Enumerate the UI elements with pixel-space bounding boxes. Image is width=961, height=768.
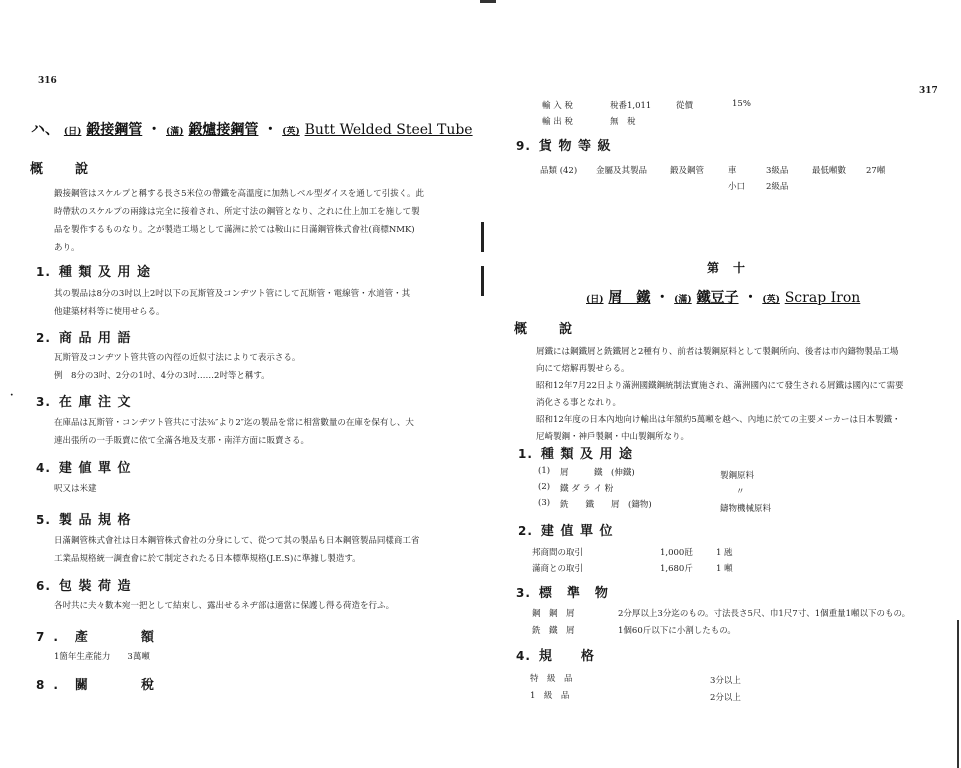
section-number: 2. <box>36 331 51 345</box>
text-line: 其の製品は8分の3吋以上2吋以下の瓦斯管及コンヂツト管にして瓦斯管・電線管・水道管・其 <box>54 289 411 299</box>
text-line: 呎又は米建 <box>54 484 97 494</box>
section-heading <box>36 391 132 410</box>
type-use: 製鋼原料 <box>720 471 755 481</box>
title-japanese: 屑 鐵 <box>608 290 651 306</box>
title-separator: ・ <box>147 122 162 138</box>
tariff-label: 輸 出 稅 <box>542 117 573 127</box>
freight-grade: 3級品 <box>766 166 789 176</box>
section-number: 7. <box>36 630 67 644</box>
section-heading <box>516 645 595 664</box>
section-text <box>54 414 464 450</box>
text-line: 消化さる事となれり。 <box>536 398 622 408</box>
tariff-label: 輸 入 稅 <box>542 101 573 111</box>
price-unit: 1 噸 <box>716 564 733 574</box>
page-number: 316 <box>38 76 57 86</box>
title-manchu: 鐵豆子 <box>696 290 739 306</box>
overview-heading: 概 說 <box>30 162 91 177</box>
text-line: あり。 <box>54 243 80 253</box>
lang-tag-manchu: (滿) <box>166 127 184 137</box>
freight-min-label: 最低噸數 <box>812 166 847 176</box>
text-line: 在庫品は瓦斯管・コンヂツト管共に寸法⅜″より2″迄の製品を常に相當數量の在庫を保有し、大 <box>54 418 414 428</box>
lang-tag-english: (英) <box>762 295 780 305</box>
price-quantity: 1,000瓩 <box>660 548 693 558</box>
section-title: 在 庫 注 文 <box>58 395 132 410</box>
section-heading <box>36 575 132 594</box>
chapter-title <box>586 287 860 307</box>
right-page <box>484 0 961 768</box>
section-text <box>54 349 464 385</box>
type-index: (1) <box>538 466 551 476</box>
freight-mode: 小口 <box>728 182 746 192</box>
scan-edge <box>480 0 496 3</box>
type-use: 〃 <box>736 487 745 497</box>
section-text <box>54 480 464 498</box>
section-text <box>54 285 464 321</box>
text-line: 昭和12年7月22日より滿洲國鐵鋼統制法實施され、滿洲國內にて發生される屑鐵は國內にて需要 <box>536 381 904 391</box>
scan-edge <box>957 620 959 768</box>
type-use: 鑄物機械原料 <box>720 504 772 514</box>
lang-tag-japanese: (日) <box>63 127 82 137</box>
grade-spec: 2分以上 <box>710 693 741 703</box>
text-line: 時帶狀のスケルプの兩緣は完全に接着され、所定寸法の鋼管となり、之れに仕上加工を施して製 <box>54 207 420 217</box>
section-heading <box>36 626 163 645</box>
grade-name: 特 級 品 <box>530 674 573 684</box>
chapter-title <box>31 119 473 139</box>
title-prefix: ハ、 <box>31 122 59 138</box>
text-line: 各吋共に夫々數本宛一把として結束し、露出せるネヂ部は適當に保護し得る荷造を行ふ。 <box>54 601 395 611</box>
section-number: 2. <box>518 524 533 538</box>
text-line: 1箇年生產能力 3萬噸 <box>54 652 150 662</box>
section-title: 關 稅 <box>74 678 163 693</box>
freight-category: 品類 (42) <box>540 166 578 176</box>
standard-item: 銑 鐵 屑 <box>532 626 575 636</box>
section-heading <box>516 582 609 601</box>
section-heading <box>36 457 132 476</box>
text-line: 日滿鋼管株式會社は日本鋼管株式會社の分身にして、從つて其の製品も日本鋼管製品同樣商工省 <box>54 536 420 546</box>
title-separator: ・ <box>263 122 278 138</box>
freight-grade: 2級品 <box>766 182 789 192</box>
title-english: Butt Welded Steel Tube <box>304 122 473 138</box>
section-heading <box>36 261 151 280</box>
section-text <box>54 532 464 568</box>
price-trade: 滿商との取引 <box>532 564 584 574</box>
title-english: Scrap Iron <box>784 290 861 306</box>
lang-tag-manchu: (滿) <box>674 295 692 305</box>
standard-spec: 1個60斤以下に小割したもの。 <box>618 626 736 636</box>
section-number: 6. <box>36 579 51 593</box>
page-number: 317 <box>919 86 938 96</box>
text-line: 屑鐵には鋼鐵屑と銑鐵屑と2種有り、前者は製鋼原料として製鋼所向、後者は市內鑄物製品工場 <box>536 347 899 357</box>
section-number: 5. <box>36 513 51 527</box>
section-text <box>54 648 464 666</box>
section-title: 種 類 及 用 途 <box>540 447 634 462</box>
text-line: 品を製作するものなり。之が製造工場として滿洲に於ては鞍山に日滿鋼管株式會社(商標NMK) <box>54 225 415 235</box>
overview-text <box>536 344 954 446</box>
price-quantity: 1,680斤 <box>660 564 693 574</box>
type-name: 鐵 ダ ラ イ 粉 <box>560 484 614 494</box>
section-number: 8. <box>36 678 67 692</box>
freight-class: 金屬及其製品 <box>596 166 648 176</box>
freight-mode: 車 <box>728 166 737 176</box>
section-title: 規 格 <box>538 649 595 664</box>
section-title: 包 裝 荷 造 <box>58 579 132 594</box>
standard-spec: 2分厚以上3分迄のもの。寸法長さ5尺、巾1尺7寸、1個重量1噸以下のもの。 <box>618 609 911 619</box>
section-title: 產 額 <box>74 630 163 645</box>
freight-item: 鍛及鋼管 <box>670 166 705 176</box>
text-line: 瓦斯管及コンヂツト管共管の內徑の近似寸法によりて表示さる。 <box>54 353 301 363</box>
section-number: 3. <box>516 586 531 600</box>
section-number: 4. <box>36 461 51 475</box>
price-trade: 邦商間の取引 <box>532 548 584 558</box>
section-title: 標 準 物 <box>538 586 609 601</box>
title-separator: ・ <box>743 290 758 306</box>
text-line: 鍛接鋼管はスケルプと稱する長さ5米位の帶鐵を高溫度に加熱しベル型ダイスを通して引拔く。此 <box>54 189 425 199</box>
section-title: 種 類 及 用 途 <box>58 265 152 280</box>
tariff-basis: 從價 <box>676 101 694 111</box>
section-text <box>54 597 464 615</box>
text-line: 他建築材料等に使用せらる。 <box>54 307 165 317</box>
section-number: 9. <box>516 139 531 153</box>
chapter-number: 第 十 <box>707 261 747 275</box>
text-line: 例 8分の3吋、2分の1吋、4分の3吋……2吋等と稱す。 <box>54 371 270 381</box>
grade-spec: 3分以上 <box>710 676 741 686</box>
grade-name: 1 級 品 <box>530 691 570 701</box>
left-page <box>0 0 480 768</box>
freight-min-value: 27噸 <box>866 166 886 176</box>
section-heading <box>518 443 633 462</box>
section-number: 4. <box>516 649 531 663</box>
standard-item: 鋼 鋼 屑 <box>532 609 575 619</box>
type-index: (3) <box>538 498 551 508</box>
title-japanese: 鍛接鋼管 <box>86 122 143 138</box>
section-title: 建 值 單 位 <box>540 524 614 539</box>
title-manchu: 鍛爐接鋼管 <box>188 122 259 138</box>
price-unit: 1 瓲 <box>716 548 733 558</box>
title-separator: ・ <box>655 290 670 306</box>
section-number: 1. <box>36 265 51 279</box>
text-line: 尼崎製鋼・神戶製鋼・中山製鋼所なり。 <box>536 432 690 442</box>
section-title: 製 品 規 格 <box>58 513 132 528</box>
section-title: 貨 物 等 級 <box>538 139 612 154</box>
text-line: 昭和12年度の日本內地向け輸出は年額約5萬噸を越へ、內地に於ての主要メーカーは日本製鐵・ <box>536 415 901 425</box>
text-line: 連出張所の一手販賣に依て全滿各地及支那・南洋方面に販賣さる。 <box>54 436 310 446</box>
section-heading <box>36 674 163 693</box>
section-heading <box>518 520 614 539</box>
section-heading <box>516 135 612 154</box>
type-name: 銑 鐵 屑 (鑄物) <box>560 500 652 510</box>
stray-mark: · <box>10 390 14 401</box>
section-number: 1. <box>518 447 533 461</box>
tariff-code: 稅番1,011 <box>610 101 652 111</box>
type-index: (2) <box>538 482 551 492</box>
text-line: 向にて熔解再製せらる。 <box>536 364 630 374</box>
section-heading <box>36 327 132 346</box>
section-title: 建 値 單 位 <box>58 461 132 476</box>
tariff-rate: 15% <box>732 99 751 109</box>
section-heading <box>36 509 132 528</box>
overview-text <box>54 185 464 257</box>
overview-heading: 概 說 <box>514 322 575 337</box>
section-title: 商 品 用 語 <box>58 331 132 346</box>
text-line: 工業品規格統一調査會に於て制定されたる日本標準規格(J.E.S)に準據し製造す。 <box>54 554 361 564</box>
type-name: 屑 鐵 (伸鐵) <box>560 468 635 478</box>
section-number: 3. <box>36 395 51 409</box>
tariff-code: 無 稅 <box>610 117 636 127</box>
lang-tag-japanese: (日) <box>586 295 604 305</box>
lang-tag-english: (英) <box>282 127 300 137</box>
